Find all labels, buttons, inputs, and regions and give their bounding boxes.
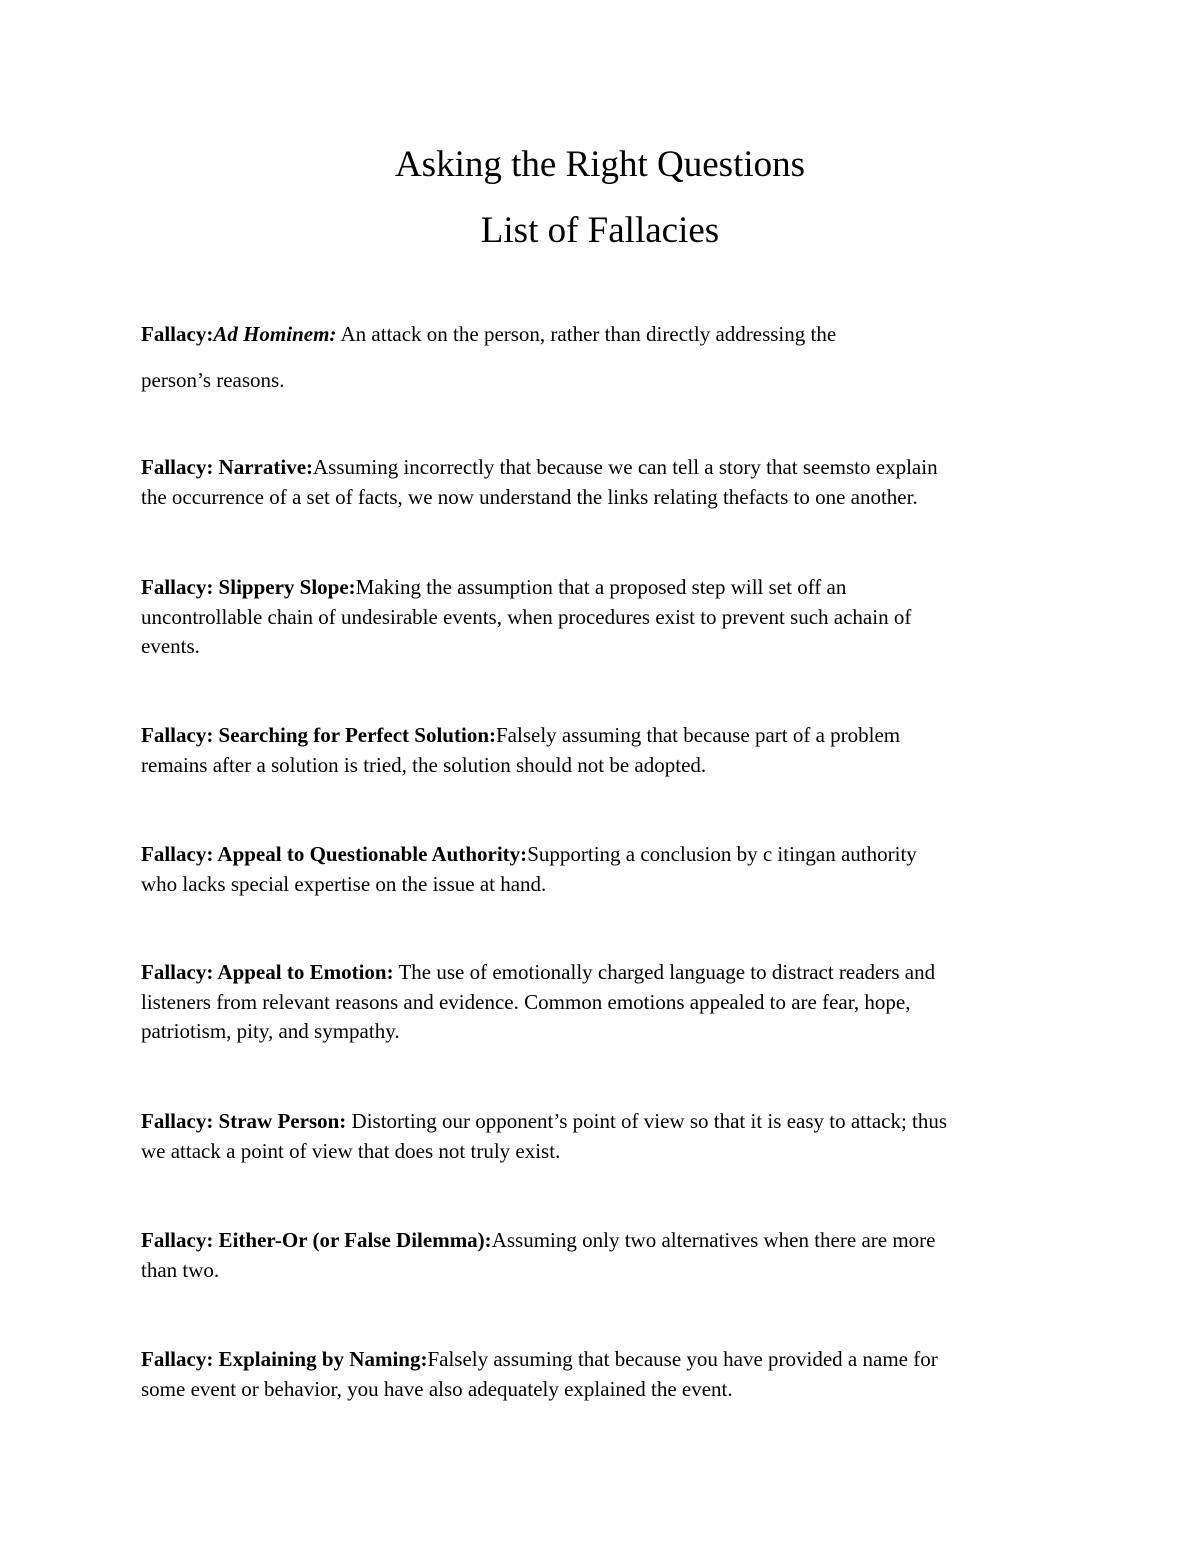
fallacy-definition: Supporting a conclusion by c itingan authority [527, 842, 917, 866]
fallacy-ad-hominem [141, 320, 1071, 395]
fallacy-definition: patriotism, pity, and sympathy. [141, 1019, 400, 1043]
fallacy-narrative [141, 453, 1071, 512]
fallacy-line [141, 721, 1071, 751]
fallacy-definition: Assuming incorrectly that because we can tell a story that seemsto explain [313, 455, 938, 479]
fallacy-definition: Distorting our opponent’s point of view so that it is easy to attack; thus [346, 1109, 948, 1133]
fallacy-either-or [141, 1226, 1071, 1285]
fallacy-appeal-to-emotion [141, 958, 1071, 1047]
fallacy-explaining-by-naming [141, 1345, 1071, 1404]
fallacy-definition: Falsely assuming that because part of a problem [496, 723, 901, 747]
fallacy-term: Fallacy: Narrative: [141, 455, 314, 479]
fallacy-term: Fallacy: Searching for Perfect Solution: [141, 723, 496, 747]
fallacy-line [141, 320, 1071, 350]
fallacy-definition: the occurrence of a set of facts, we now understand the links relating thefacts to one another. [141, 484, 918, 509]
fallacy-definition: uncontrollable chain of undesirable events, when procedures exist to prevent such achain of [141, 604, 912, 629]
fallacy-term: Fallacy: Appeal to Emotion: [141, 960, 394, 984]
fallacy-definition: The use of emotionally charged language to distract readers and [393, 960, 936, 984]
fallacy-definition: Assuming only two alternatives when there are more [491, 1228, 936, 1252]
fallacy-definition: person’s reasons. [141, 367, 285, 392]
fallacy-term: Fallacy: Slippery Slope: [141, 575, 356, 599]
fallacy-definition: listeners from relevant reasons and evidence. Common emotions appealed to are fear, hope, [141, 989, 911, 1014]
fallacy-definition: than two. [141, 1257, 220, 1282]
fallacy-definition: who lacks special expertise on the issue at hand. [141, 871, 547, 896]
fallacy-line [141, 840, 1071, 870]
fallacy-definition: events. [141, 634, 200, 658]
fallacy-definition: Making the assumption that a proposed step will set off an [355, 575, 847, 599]
fallacy-line [141, 1226, 1071, 1256]
fallacy-line [141, 958, 1071, 988]
fallacy-term: Ad Hominem: [213, 322, 337, 346]
fallacy-line [141, 1345, 1071, 1375]
fallacy-definition: we attack a point of view that does not truly exist. [141, 1138, 561, 1163]
fallacy-definition: An attack on the person, rather than directly addressing the [336, 322, 837, 346]
fallacy-line [141, 1107, 1071, 1137]
fallacy-term: Fallacy: Either-Or (or False Dilemma): [141, 1228, 492, 1252]
fallacy-straw-person [141, 1107, 1071, 1166]
fallacy-term: Fallacy: Appeal to Questionable Authority: [141, 842, 528, 866]
fallacy-questionable-authority [141, 840, 1071, 899]
fallacy-slippery-slope [141, 573, 1071, 662]
fallacy-line [141, 453, 1071, 483]
fallacy-line [141, 573, 1071, 603]
fallacy-prefix: Fallacy: [141, 322, 214, 346]
fallacy-perfect-solution [141, 721, 1071, 780]
fallacy-definition: remains after a solution is tried, the solution should not be adopted. [141, 752, 707, 777]
fallacy-definition: Falsely assuming that because you have provided a name for [427, 1347, 938, 1371]
document-title: Asking the Right Questions [394, 144, 806, 185]
fallacy-term: Fallacy: Explaining by Naming: [141, 1347, 428, 1371]
document-subtitle: List of Fallacies [480, 210, 720, 251]
fallacy-definition: some event or behavior, you have also adequately explained the event. [141, 1376, 733, 1401]
fallacy-term: Fallacy: Straw Person: [141, 1109, 347, 1133]
